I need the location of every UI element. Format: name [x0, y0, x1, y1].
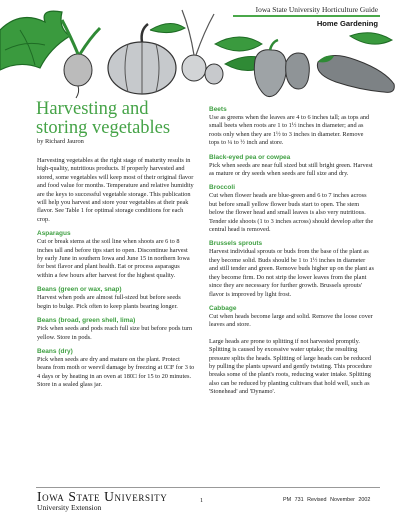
publication-date: November 2002	[330, 497, 371, 503]
body-paragraph: Cut when heads become large and solid. Remove the loose cover leaves and store.	[209, 312, 373, 329]
onion-icon	[182, 10, 223, 84]
section-heading: Cabbage	[209, 304, 237, 312]
body-paragraph: Pick when seeds and pods reach full size but before pods turn yellow. Store in pods.	[37, 325, 193, 341]
body-paragraph: Harvest when pods are almost full-sized but before seeds begin to bulge. Pick often to keep plants bearing longer.	[37, 294, 181, 310]
revised-label: Revised	[307, 497, 327, 503]
body-paragraph: Pick when seeds are near full sized but still bright green. Harvest as mature or dry seeds when seeds are full size and dry.	[209, 161, 373, 178]
section-heading: Black-eyed pea or cowpea	[209, 153, 291, 161]
footer-divider	[36, 487, 380, 488]
university-logo-text: Iowa State University	[37, 489, 168, 504]
byline: by Richard Jauron	[37, 138, 84, 145]
page-number: 1	[200, 497, 204, 504]
title-line-1: Harvesting and	[36, 99, 149, 119]
section-heading: Beans (broad, green shell, lima)	[37, 317, 136, 325]
header-guide-title: Iowa State University Horticulture Guide	[255, 5, 378, 14]
section-heading: Asparagus	[37, 230, 71, 238]
beet-icon	[62, 20, 100, 98]
section-heading: Beets	[209, 106, 227, 113]
header-divider	[233, 15, 380, 17]
publication-info	[283, 497, 370, 503]
body-paragraph: Harvesting vegetables at the right stage of maturity results in high-quality, nutritious products. If properly harvested and stored, some vegetables will keep most of their original flavor and food value for months. Temperature and relative humidity are the keys to successful vegetable storage. This publication will help you harvest and store your vegetables at their peak flavor. See Table 1 for optimal storage conditions for each crop.	[37, 157, 194, 223]
body-paragraph: Large heads are prone to splitting if not harvested promptly. Splitting is caused by excessive water uptake; the resulting pressure splits the heads. Splitting of large heads can be reduced by pulling the plants upward and gently twisting. This procedure breaks some of the plant's roots, reducing water intake. Splitting also can be reduced by planting cultivars that hold well, such as 'Stonehead' and 'Dynamo'.	[209, 337, 372, 396]
section-heading: Beans (green or wax, snap)	[37, 286, 122, 294]
left-column	[37, 157, 195, 390]
vegetable-illustration-banner	[0, 0, 400, 100]
section-heading: Beans (dry)	[37, 347, 73, 355]
publication-number: PM 731	[283, 497, 304, 503]
body-paragraph: Use as greens when the leaves are 4 to 6 inches tall; as tops and small beets when roots are 1 to 1½ inches in diameter; and as roots only when they are 1½ to 3 inches in diameter. Remove tops to ¼ to ½ inch and store.	[209, 114, 370, 147]
section-heading: Broccoli	[209, 184, 236, 192]
pumpkin-icon	[108, 23, 185, 94]
section-heading: Brussels sprouts	[209, 240, 263, 248]
body-paragraph: Pick when seeds are dry and mature on the plant. Protect beans from moth or weevil damage by freezing at 0□F for 3 to 4 days or by heating in an oven at 180□ for 15 to 20 minutes. Store in a sealed glass jar.	[37, 355, 195, 389]
header-section: Home Gardening	[316, 19, 378, 28]
body-paragraph: Cut or break stems at the soil line when shoots are 6 to 8 inches tall and before tips start to open. Discontinue harvest by early June in southern Iowa and June 15 in northern Iowa for best flavor and plant health. Eat or process asparagus within a few hours after harvest for the highest quality.	[37, 238, 190, 279]
paragraph-gap	[209, 330, 375, 338]
extension-logo-text: University Extension	[37, 503, 102, 512]
right-column	[209, 106, 375, 397]
eggplant-icon	[317, 33, 394, 93]
body-paragraph: Cut when flower heads are blue-green and 6 to 7 inches across but before small yellow flower buds start to open. The stem below the flower head and small leaves is also very nutritious. Tender side shoots (1 to 3 inches across) should develop after the central head is removed.	[209, 192, 374, 234]
leafy-green-icon	[0, 11, 70, 70]
title-line-2: storing vegetables	[36, 118, 171, 138]
body-paragraph: Harvest individual sprouts or buds from the base of the plant as they become solid. Buds should be 1 to 1½ inches in diameter and still tender and green. Remove buds higher up on the plant as they become firm. Do not strip the lower leaves from the plant since they are necessary for further growth. Brussels sprouts' flavor is improved by light frost.	[209, 248, 374, 298]
page-title	[36, 100, 206, 138]
pepper-icon	[254, 40, 309, 97]
